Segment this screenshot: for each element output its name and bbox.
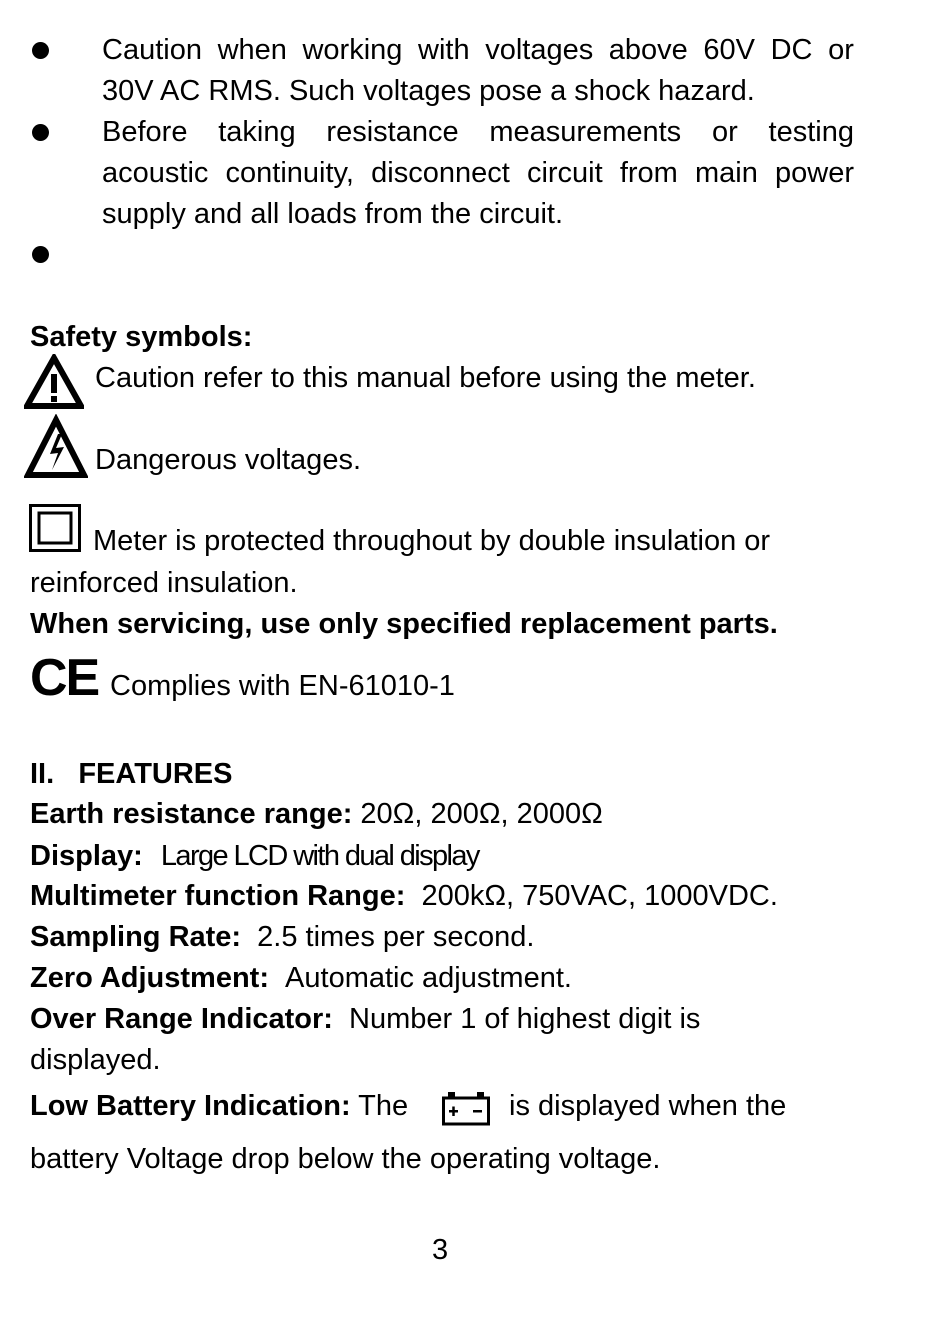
bullet-1-line-2: 30V AC RMS. Such voltages pose a shock hazard. [102,75,755,107]
zero-label: Zero Adjustment: [30,962,269,994]
zero-value: Automatic adjustment. [285,962,572,994]
danger-text: Dangerous voltages. [95,444,361,476]
word: Caution [102,34,202,66]
bullet-dot-1 [32,42,49,59]
over-label: Over Range Indicator: [30,1003,333,1035]
bullet-1-line-1 [102,32,854,68]
sampling-value: 2.5 times per second. [257,921,535,953]
over-value: Number 1 of highest digit is [349,1003,701,1035]
word: resistance [326,116,459,148]
earth-resistance-row [30,796,603,832]
dangerous-voltage-icon [24,414,88,480]
safety-heading: Safety symbols: [30,321,253,353]
sampling-row [30,919,534,955]
insulation-text-line-2: reinforced insulation. [30,567,298,599]
word: Before [102,116,188,148]
earth-label: Earth resistance range: [30,798,353,830]
display-value: Large LCD with dual display [160,840,479,872]
word: working [302,34,403,66]
battery-text-before: The [350,1090,409,1122]
over-range-row [30,1001,700,1037]
word: circuit [526,157,603,189]
battery-label: Low Battery Indication: [30,1090,351,1122]
insulation-text-line-1: Meter is protected throughout by double insulation or [93,525,771,557]
multimeter-row [30,878,778,914]
battery-icon [442,1091,490,1127]
word: main [694,157,758,189]
ce-compliance-text: Complies with EN-61010-1 [110,670,455,702]
page-number: 3 [432,1234,449,1266]
bullet-2-line-2 [102,155,854,191]
sampling-label: Sampling Rate: [30,921,242,953]
servicing-note: When servicing, use only specified replacement parts. [30,608,778,640]
word: disconnect [371,157,510,189]
battery-text-line-2: battery Voltage drop below the operating voltage. [30,1143,661,1175]
features-heading: II. FEATURES [30,758,233,790]
word: DC [770,34,813,66]
earth-value: 20Ω, 200Ω, 2000Ω [352,798,603,830]
display-label: Display: [30,840,143,872]
ce-mark: CE [30,649,99,707]
word: when [217,34,287,66]
word: voltages [485,34,594,66]
word: 60V [703,34,756,66]
word: from [619,157,678,189]
multimeter-value: 200kΩ, 750VAC, 1000VDC. [421,880,778,912]
over-range-row-line-2: displayed. [30,1044,161,1076]
low-battery-row [30,1088,408,1124]
multimeter-label: Multimeter function Range: [30,880,406,912]
word: or [711,116,738,148]
word: measurements [489,116,682,148]
bullet-2-line-1 [102,114,854,150]
zero-adjustment-row [30,960,572,996]
double-insulation-icon [29,504,81,552]
bullet-dot-3 [32,246,49,263]
word: or [828,34,854,66]
bullet-2-line-3: supply and all loads from the circuit. [102,198,563,230]
word: continuity, [225,157,354,189]
word: taking [218,116,296,148]
word: above [608,34,688,66]
battery-text-after: is displayed when the [509,1090,787,1122]
word: power [775,157,854,189]
caution-text: Caution refer to this manual before using the meter. [95,362,756,394]
bullet-dot-2 [32,124,49,141]
display-row [30,838,479,874]
word: acoustic [102,157,209,189]
word: testing [768,116,854,148]
caution-triangle-icon [24,354,84,410]
word: with [418,34,470,66]
